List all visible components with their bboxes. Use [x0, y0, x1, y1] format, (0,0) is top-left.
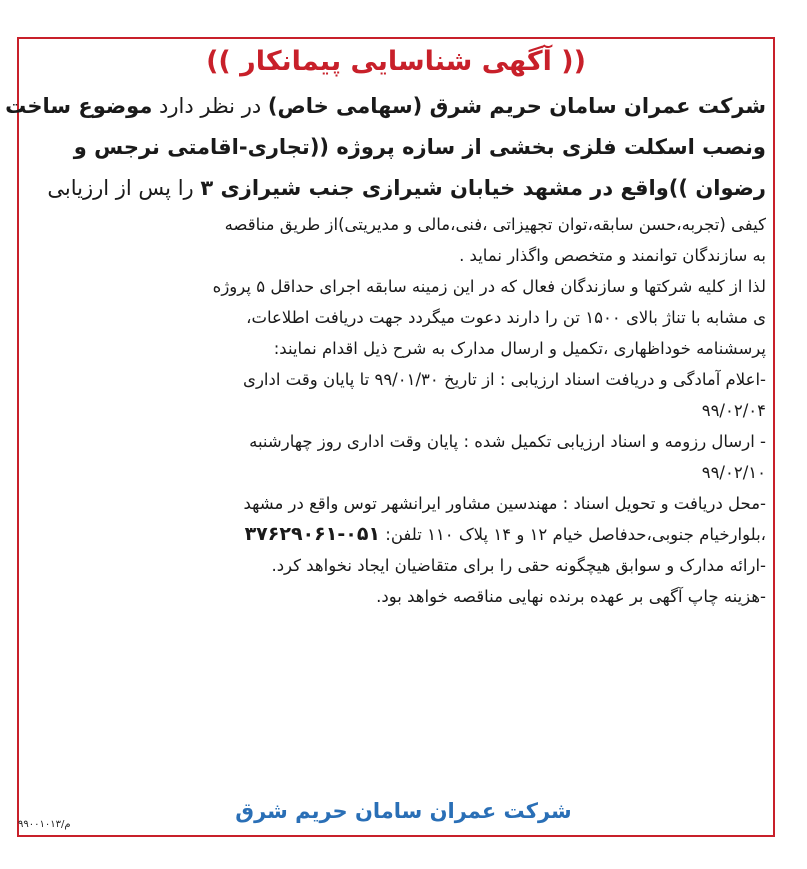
intro-verb: در نظر دارد [152, 94, 268, 118]
intro-line-1 [5, 86, 766, 127]
intro-line-4: کیفی (تجربه،حسن سابقه،توان تجهیزاتی ،فنی،مالی و مدیریتی)از طریق مناقصه [224, 215, 766, 234]
intro-evaluation: را پس از ارزیابی [47, 176, 201, 200]
ad-content [5, 38, 766, 612]
body-line-3: پرسشنامه خوداظهاری ،تکمیل و ارسال مدارک به شرح ذیل اقدام نمایند: [273, 339, 766, 358]
item-address [26, 519, 766, 550]
subject-label: موضوع ساخت [5, 94, 153, 118]
item-submit-date: ۹۹/۰۲/۱۰ [701, 463, 766, 482]
item-announce: -اعلام آمادگی و دریافت اسناد ارزیابی : از تاریخ ۹۹/۰۱/۳۰ تا پایان وقت اداری [243, 370, 766, 389]
item-location: -محل دریافت و تحویل اسناد : مهندسین مشاور ایرانشهر توس واقع در مشهد [243, 494, 766, 513]
address-text: ،بلوارخیام جنوبی،حدفاصل خیام ۱۲ و ۱۴ پلاک ۱۱۰ تلفن: [380, 525, 766, 544]
ad-title: (( آگهی شناسایی پیمانکار )) [206, 46, 586, 77]
company-name: شرکت عمران سامان حریم شرق (سهامی خاص) [267, 94, 766, 118]
body-line-2: ی مشابه با تناژ بالای ۱۵۰۰ تن را دارند دعوت میگردد جهت دریافت اطلاعات، [246, 308, 766, 327]
intro-line-5: به سازندگان توانمند و متخصص واگذار نماید . [459, 246, 766, 265]
footer-company-name: شرکت عمران سامان حریم شرق [235, 799, 572, 823]
item-submit: - ارسال رزومه و اسناد ارزیابی تکمیل شده : پایان وقت اداری روز چهارشنبه [249, 432, 766, 451]
intro-line-2: ونصب اسکلت فلزی بخشی از سازه پروژه ((تجاری-اقامتی نرجس و [73, 135, 766, 159]
project-location: رضوان ))واقع در مشهد خیابان شیرازی جنب شیرازی ۳ [200, 176, 766, 200]
reference-code: م/۹۹۰۰۱۰۱۳ [18, 819, 71, 830]
item-note: -ارائه مدارک و سوابق هیچگونه حقی را برای متقاضیان ایجاد نخواهد کرد. [271, 556, 766, 575]
intro-line-3 [26, 168, 766, 209]
body-line-1: لذا از کلیه شرکتها و سازندگان فعال که در این زمینه سابقه اجرای حداقل ۵ پروژه [212, 277, 766, 296]
item-announce-date: ۹۹/۰۲/۰۴ [701, 401, 766, 420]
phone-number: ۰۵۱-۳۷۶۲۹۰۶۱ [244, 523, 381, 545]
item-cost: -هزینه چاپ آگهی بر عهده برنده نهایی مناقصه خواهد بود. [376, 587, 766, 606]
